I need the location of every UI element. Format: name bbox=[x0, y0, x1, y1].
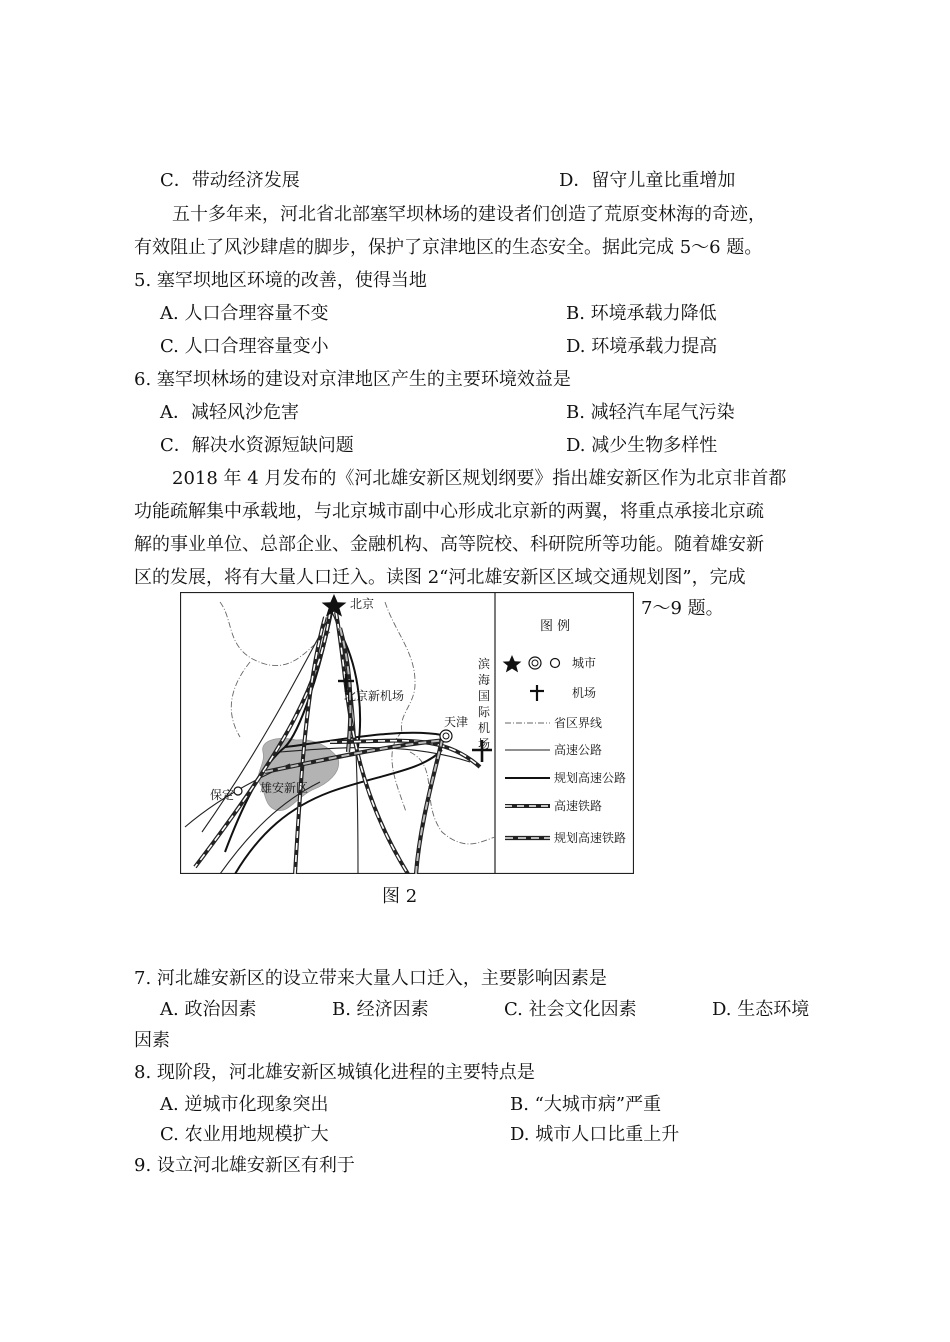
baoding-city-icon bbox=[234, 787, 242, 795]
q6-option-d: D. 减少生物多样性 bbox=[566, 435, 718, 456]
label-tianjin: 天津 bbox=[444, 715, 469, 729]
q5-option-b: B. 环境承载力降低 bbox=[566, 303, 717, 324]
q6-option-b: B. 减轻汽车尾气污染 bbox=[566, 402, 735, 423]
label-xiongan: 雄安新区 bbox=[260, 781, 309, 795]
q5-option-d: D. 环境承载力提高 bbox=[566, 336, 718, 357]
intro2-line2: 功能疏解集中承载地，与北京城市副中心形成北京新的两翼，将重点承接北京疏 bbox=[134, 501, 764, 522]
legend-city: 城市 bbox=[572, 656, 597, 670]
q8-option-c: C. 农业用地规模扩大 bbox=[160, 1124, 329, 1145]
label-new-airport: 北京新机场 bbox=[344, 689, 405, 703]
q7-stem: 7. 河北雄安新区的设立带来大量人口迁入，主要影响因素是 bbox=[134, 968, 607, 989]
figure-caption: 图 2 bbox=[382, 886, 418, 907]
q7-option-d-continued: 因素 bbox=[134, 1030, 170, 1051]
q7-option-d: D. 生态环境 bbox=[712, 999, 810, 1020]
q6-option-c: C．解决水资源短缺问题 bbox=[160, 435, 354, 456]
intro2-line4: 区的发展，将有大量人口迁入。读图 2“河北雄安新区区域交通规划图”，完成 bbox=[134, 567, 746, 588]
legend-railway: 高速铁路 bbox=[554, 799, 603, 813]
q8-option-b: B. “大城市病”严重 bbox=[510, 1094, 662, 1115]
q7-option-b: B. 经济因素 bbox=[332, 999, 429, 1020]
q8-option-d: D. 城市人口比重上升 bbox=[510, 1124, 680, 1145]
q7-option-a: A. 政治因素 bbox=[160, 999, 257, 1020]
q5-option-a: A. 人口合理容量不变 bbox=[160, 303, 329, 324]
q6-stem: 6. 塞罕坝林场的建设对京津地区产生的主要环境效益是 bbox=[134, 369, 571, 390]
q6-option-a: A．减轻风沙危害 bbox=[160, 402, 299, 423]
legend-airport: 机场 bbox=[572, 686, 597, 700]
legend-title: 图 例 bbox=[540, 619, 571, 634]
xiongan-transport-map bbox=[180, 592, 634, 874]
q9-stem: 9. 设立河北雄安新区有利于 bbox=[134, 1155, 355, 1176]
label-baoding: 保定 bbox=[210, 788, 235, 802]
q4-option-d: D．留守儿童比重增加 bbox=[559, 170, 736, 191]
q5-stem: 5. 塞罕坝地区环境的改善，使得当地 bbox=[134, 270, 427, 291]
q8-stem: 8. 现阶段，河北雄安新区城镇化进程的主要特点是 bbox=[134, 1062, 535, 1083]
intro1-line1: 五十多年来，河北省北部塞罕坝林场的建设者们创造了荒原变林海的奇迹， bbox=[172, 204, 766, 225]
legend-border: 省区界线 bbox=[554, 716, 603, 730]
intro2-line3: 解的事业单位、总部企业、金融机构、高等院校、科研院所等功能。随着雄安新 bbox=[134, 534, 764, 555]
label-beijing: 北京 bbox=[350, 597, 375, 611]
intro1-line2: 有效阻止了风沙肆虐的脚步，保护了京津地区的生态安全。据此完成 5～6 题。 bbox=[134, 237, 763, 258]
q4-option-c: C．带动经济发展 bbox=[160, 170, 300, 191]
label-binhai-airport: 滨海国 际机场 bbox=[478, 657, 491, 751]
legend-planned-highway: 规划高速公路 bbox=[554, 771, 627, 785]
tianjin-city-icon bbox=[440, 730, 452, 742]
legend-planned-railway: 规划高速铁路 bbox=[554, 831, 627, 845]
legend-highway: 高速公路 bbox=[554, 743, 603, 757]
q7-option-c: C. 社会文化因素 bbox=[504, 999, 637, 1020]
q5-option-c: C. 人口合理容量变小 bbox=[160, 336, 329, 357]
intro2-line1: 2018 年 4 月发布的《河北雄安新区规划纲要》指出雄安新区作为北京非首都 bbox=[172, 468, 787, 489]
q8-option-a: A. 逆城市化现象突出 bbox=[160, 1094, 329, 1115]
intro2-line5: 7～9 题。 bbox=[641, 598, 724, 619]
